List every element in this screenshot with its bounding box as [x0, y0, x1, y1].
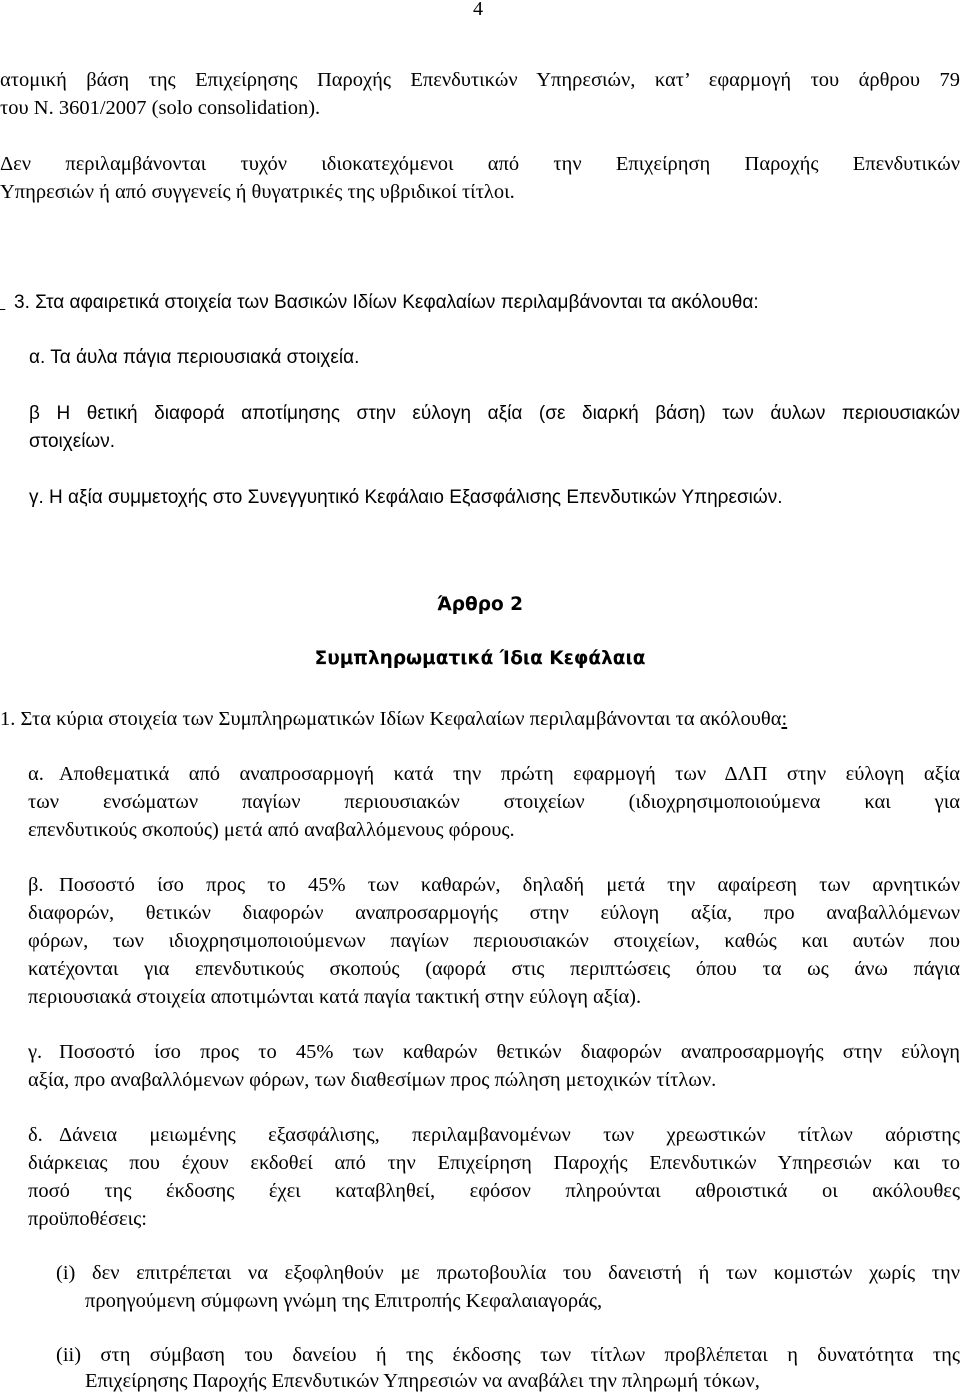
- section-1-title-text: 1. Στα κύρια στοιχεία των Συμπληρωματικών Ιδίων Κεφαλαίων περιλαμβάνονται τα ακόλουθα: [0, 708, 782, 730]
- section-1-title: [0, 705, 787, 733]
- item-b-line-1: Ποσοστό ίσο προς το 45% των καθαρών, δηλαδή μετά την αφαίρεση των αρνητικών: [59, 874, 960, 896]
- item-a-line-3: επενδυτικούς σκοπούς) μετά από αναβαλλόμενους φόρους.: [28, 819, 515, 841]
- item-c-line-1: Ποσοστό ίσο προς το 45% των καθαρών θετικών διαφορών αναπροσαρμογής στην εύλογη: [59, 1041, 960, 1063]
- item-a-label: α.: [28, 763, 44, 785]
- section-3-item-c: γ. Η αξία συμμετοχής στο Συνεγγυητικό Κεφάλαιο Εξασφάλισης Επενδυτικών Υπηρεσιών.: [29, 487, 783, 508]
- item-d-line-4: προϋποθέσεις:: [28, 1208, 147, 1230]
- item-d-line-3: ποσό της έκδοσης έχει καταβληθεί, εφόσον πληρούνται αθροιστικά οι ακόλουθες: [28, 1180, 960, 1202]
- subitem-i-line-2: προηγούμενη σύμφωνη γνώμη της Επιτροπής Κεφαλαιαγοράς,: [85, 1290, 603, 1312]
- item-b-line-2: διαφορών, θετικών διαφορών αναπροσαρμογής στην εύλογη αξία, προ αναβαλλόμενων: [28, 902, 960, 924]
- item-d-line-1: Δάνεια μειωμένης εξασφάλισης, περιλαμβανομένων των χρεωστικών τίτλων αόριστης: [59, 1124, 960, 1146]
- section-3-item-b-line-1: β Η θετική διαφορά αποτίμησης στην εύλογη αξία (σε διαρκή βάση) των άυλων περιουσιακών: [29, 403, 960, 424]
- item-b-line-5: περιουσιακά στοιχεία αποτιμώνται κατά παγία τακτική στην εύλογη αξία).: [28, 986, 642, 1008]
- item-d-line-2: διάρκειας που έχουν εκδοθεί από την Επιχείρηση Παροχής Επενδυτικών Υπηρεσιών και το: [28, 1152, 960, 1174]
- section-3-item-a: α. Τα άυλα πάγια περιουσιακά στοιχεία.: [29, 347, 360, 368]
- subitem-ii-line-1: (ii) στη σύμβαση του δανείου ή της έκδοσης των τίτλων προβλέπεται η δυνατότητα της: [56, 1344, 960, 1366]
- item-c-label: γ.: [28, 1041, 43, 1063]
- intro-para2-line-2: Υπηρεσιών ή από συγγενείς ή θυγατρικές της υβριδικοί τίτλοι.: [0, 181, 515, 203]
- intro-line-2: του Ν. 3601/2007 (solo consolidation).: [0, 97, 321, 119]
- intro-line-1: ατομική βάση της Επιχείρησης Παροχής Επενδυτικών Υπηρεσιών, κατ’ εφαρμογή του άρθρου 79: [0, 69, 960, 91]
- article-subheading: Συμπληρωματικά Ίδια Κεφάλαια: [314, 648, 646, 669]
- item-d-label: δ.: [28, 1124, 43, 1146]
- item-b-label: β.: [28, 874, 44, 896]
- item-c-line-2: αξία, προ αναβαλλόμενων φόρων, των διαθεσίμων προς πώληση μετοχικών τίτλων.: [28, 1069, 717, 1091]
- item-b-line-4: κατέχονται για επενδυτικούς σκοπούς (αφορά στις περιπτώσεις όπου τα ως άνω πάγια: [28, 958, 960, 980]
- page-number: 4: [473, 0, 483, 20]
- section-1-title-colon: :: [781, 708, 788, 730]
- intro-para2-line-1: Δεν περιλαμβάνονται τυχόν ιδιοκατεχόμενοι από την Επιχείρηση Παροχής Επενδυτικών: [0, 153, 960, 175]
- item-a-line-2: των ενσώματων παγίων περιουσιακών στοιχείων (ιδιοχρησιμοποιούμενα και για: [28, 791, 960, 813]
- item-b-line-3: φόρων, των ιδιοχρησιμοποιούμενων παγίων περιουσιακών στοιχείων, καθώς και αυτών που: [28, 930, 960, 952]
- subitem-i-line-1: (i) δεν επιτρέπεται να εξοφληθούν με πρωτοβουλία του δανειστή ή των κομιστών χωρίς την: [56, 1262, 960, 1284]
- item-a-line-1: Αποθεματικά από αναπροσαρμογή κατά την πρώτη εφαρμογή των ΔΛΠ στην εύλογη αξία: [59, 763, 960, 785]
- section-3-title: [0, 289, 759, 317]
- article-heading: Άρθρο 2: [437, 594, 523, 615]
- subitem-ii-line-2: Επιχείρησης Παροχής Επενδυτικών Υπηρεσιών να αναβάλει την πληρωμή τόκων,: [85, 1370, 760, 1392]
- section-3-title-text: 3. Στα αφαιρετικά στοιχεία των Βασικών Ιδίων Κεφαλαίων περιλαμβάνονται τα ακόλουθα:: [14, 292, 759, 313]
- section-3-item-b-line-2: στοιχείων.: [29, 431, 116, 452]
